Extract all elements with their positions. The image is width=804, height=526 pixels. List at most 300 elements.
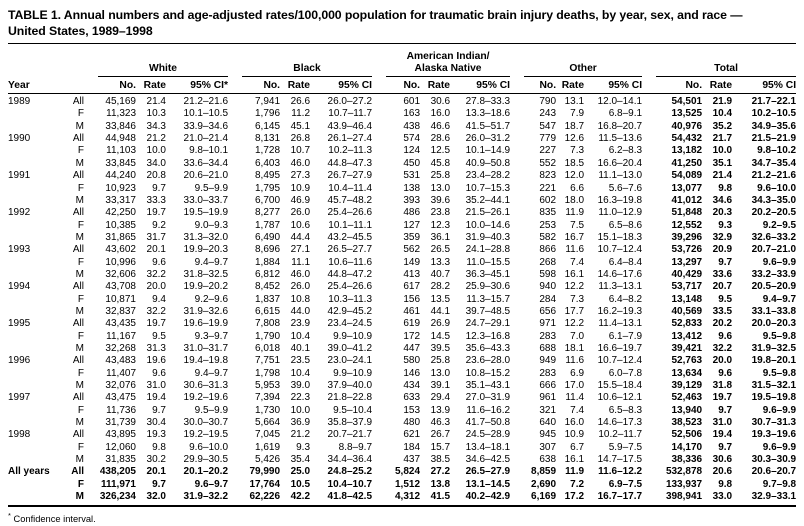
value-cell: 779 xyxy=(539,133,557,145)
value-cell: 39.6 xyxy=(430,194,451,206)
value-cell: 9.6–9.9 xyxy=(762,404,797,416)
value-cell: 11,407 xyxy=(106,367,136,379)
value-cell: 1,787 xyxy=(255,219,281,231)
table-row xyxy=(8,429,796,441)
value-cell: 19.9–20.3 xyxy=(183,244,229,256)
value-cell: 12.3–16.8 xyxy=(465,330,511,342)
value-cell: 33,845 xyxy=(105,157,136,169)
value-cell: 10,871 xyxy=(105,293,136,305)
year-cell xyxy=(8,405,58,417)
value-cell: 45.1 xyxy=(290,120,311,132)
value-cell: 307 xyxy=(539,441,557,453)
value-cell: 13.4–18.1 xyxy=(465,441,511,453)
value-cell: 9.5–10.4 xyxy=(333,404,373,416)
year-cell: 1995 xyxy=(8,318,31,330)
value-cell: 243 xyxy=(539,108,557,120)
value-cell: 20.6–21.0 xyxy=(183,170,229,182)
sex-cell: M xyxy=(75,342,84,354)
value-cell: 12.2 xyxy=(564,281,585,293)
value-cell: 8,131 xyxy=(255,133,281,145)
value-cell: 7.4 xyxy=(570,256,585,268)
value-cell: 34.0 xyxy=(146,157,166,169)
value-cell: 7.2 xyxy=(570,478,585,490)
value-cell: 15.1–18.3 xyxy=(597,231,643,243)
value-cell: 21.2–21.6 xyxy=(183,96,229,108)
year-cell: All years xyxy=(8,466,50,478)
value-cell: 19.4 xyxy=(712,429,733,441)
value-cell: 27.8–33.3 xyxy=(465,96,511,108)
year-cell: 1994 xyxy=(8,281,31,293)
value-cell: 7,751 xyxy=(255,355,281,367)
value-cell: 1,619 xyxy=(255,441,281,453)
table-row xyxy=(8,491,796,503)
value-cell: 54,501 xyxy=(671,96,703,108)
sex-cell: All xyxy=(72,281,84,293)
col-header-white-no: No. xyxy=(84,77,136,94)
footnote xyxy=(8,511,796,524)
value-cell: 39.0 xyxy=(290,380,311,391)
value-cell: 9.3 xyxy=(296,441,311,453)
value-cell: 31.9–32.6 xyxy=(183,305,229,317)
table-row xyxy=(8,417,796,429)
year-cell xyxy=(8,417,58,429)
value-cell: 835 xyxy=(539,207,557,219)
value-cell: 10.3–11.3 xyxy=(328,293,373,305)
sex-cell: M xyxy=(75,268,84,280)
value-cell: 688 xyxy=(539,342,557,354)
value-cell: 31.5–32.1 xyxy=(751,380,797,391)
value-cell: 9.6 xyxy=(718,330,733,342)
col-header-other-rate: Rate xyxy=(556,77,584,94)
value-cell: 34.6 xyxy=(712,194,733,206)
value-cell: 15.7 xyxy=(430,441,451,453)
value-cell: 393 xyxy=(403,194,421,206)
value-cell: 27.0–31.9 xyxy=(465,392,511,404)
value-cell: 34.9–35.6 xyxy=(751,120,797,132)
value-cell: 12.5 xyxy=(430,145,451,157)
value-cell: 14.6–17.6 xyxy=(597,268,643,280)
value-cell: 13.0 xyxy=(430,182,451,194)
table-row xyxy=(8,244,796,256)
table-row xyxy=(8,269,796,281)
value-cell: 11.4 xyxy=(565,392,585,404)
value-cell: 153 xyxy=(403,404,421,416)
value-cell: 20.0 xyxy=(712,355,733,367)
value-cell: 9.6 xyxy=(718,367,733,379)
sex-cell: F xyxy=(77,108,84,120)
value-cell: 221 xyxy=(539,182,557,194)
value-cell: 53,717 xyxy=(671,281,703,293)
value-cell: 16.1 xyxy=(564,454,585,466)
value-cell: 9.6–9.7 xyxy=(194,478,229,490)
sex-cell: F xyxy=(77,441,84,453)
value-cell: 31.3–32.0 xyxy=(183,231,229,243)
value-cell: 14.7–17.5 xyxy=(597,454,643,466)
value-cell: 5,426 xyxy=(255,454,281,466)
value-cell: 13,634 xyxy=(671,367,703,379)
value-cell: 6.4–8.2 xyxy=(608,293,643,305)
value-cell: 36.3–45.1 xyxy=(465,268,511,280)
value-cell: 33.5 xyxy=(712,305,733,317)
year-cell: 1996 xyxy=(8,355,31,367)
value-cell: 6.5–8.6 xyxy=(608,219,643,231)
value-cell: 10.6 xyxy=(290,219,311,231)
value-cell: 45.7–48.2 xyxy=(327,194,373,206)
sex-cell: All xyxy=(72,170,84,182)
value-cell: 31.0–31.7 xyxy=(183,342,229,354)
value-cell: 23.4–24.5 xyxy=(327,318,373,330)
value-cell: 434 xyxy=(403,380,421,391)
value-cell: 16.7–17.7 xyxy=(597,491,643,503)
value-cell: 5,953 xyxy=(255,380,281,391)
value-cell: 10.4 xyxy=(712,108,733,120)
value-cell: 32.6–33.2 xyxy=(751,231,797,243)
table-row xyxy=(8,220,796,232)
value-cell: 7.9 xyxy=(570,108,585,120)
value-cell: 156 xyxy=(403,293,421,305)
table-title-line1: TABLE 1. Annual numbers and age-adjusted rates/100,000 population for traumatic brain injury deaths, by year, sex, and race — xyxy=(8,8,743,22)
value-cell: 13,940 xyxy=(671,404,703,416)
value-cell: 19.7 xyxy=(712,392,733,404)
value-cell: 19.3 xyxy=(146,429,166,441)
value-cell: 21.4 xyxy=(146,96,166,108)
value-cell: 40.9–50.8 xyxy=(465,157,511,169)
value-cell: 31.8 xyxy=(712,380,733,391)
col-header-other-ci: 95% CI xyxy=(584,77,642,94)
value-cell: 51,848 xyxy=(671,207,703,219)
value-cell: 398,941 xyxy=(665,491,703,503)
value-cell: 21.2 xyxy=(146,133,166,145)
value-cell: 18.7 xyxy=(564,120,585,132)
value-cell: 6.4–8.4 xyxy=(608,256,643,268)
value-cell: 602 xyxy=(539,194,557,206)
value-cell: 9.4–9.7 xyxy=(194,367,229,379)
value-cell: 11.6–16.2 xyxy=(466,404,511,416)
sex-cell: M xyxy=(75,305,84,317)
value-cell: 28.6 xyxy=(430,133,451,145)
value-cell: 26.8 xyxy=(290,133,311,145)
value-cell: 34.7–35.4 xyxy=(751,157,797,169)
value-cell: 31.3 xyxy=(146,342,166,354)
value-cell: 31.9–40.3 xyxy=(465,231,511,243)
value-cell: 39.0–41.2 xyxy=(327,342,373,354)
value-cell: 9.8 xyxy=(718,478,733,490)
value-cell: 32.0 xyxy=(146,491,166,503)
value-cell: 9.3 xyxy=(718,219,733,231)
value-cell: 10.0–14.6 xyxy=(465,219,511,231)
value-cell: 268 xyxy=(539,256,557,268)
value-cell: 42.2 xyxy=(290,491,311,503)
value-cell: 43.9–46.4 xyxy=(327,120,373,132)
value-cell: 32.2 xyxy=(146,305,166,317)
value-cell: 35.4 xyxy=(290,454,311,466)
value-cell: 480 xyxy=(403,417,421,429)
value-cell: 5,664 xyxy=(255,417,281,429)
value-cell: 1,728 xyxy=(255,145,281,157)
value-cell: 34.3 xyxy=(146,120,166,132)
value-cell: 9.5 xyxy=(718,293,733,305)
sex-cell: F xyxy=(77,145,84,157)
value-cell: 26.9 xyxy=(430,318,451,330)
value-cell: 13.5 xyxy=(430,293,451,305)
value-cell: 11.2 xyxy=(291,108,311,120)
value-cell: 13.1 xyxy=(564,96,585,108)
value-cell: 1,730 xyxy=(255,404,281,416)
value-cell: 31.0 xyxy=(712,417,733,429)
table-row xyxy=(8,331,796,343)
value-cell: 30.6–31.3 xyxy=(183,380,229,391)
value-cell: 6,700 xyxy=(255,194,281,206)
value-cell: 9.8 xyxy=(152,441,166,453)
value-cell: 18.5 xyxy=(564,157,585,169)
sex-cell: All xyxy=(72,207,84,219)
value-cell: 30.7–31.3 xyxy=(751,417,797,429)
value-cell: 172 xyxy=(403,330,421,342)
table-row xyxy=(8,281,796,293)
value-cell: 10.2–10.5 xyxy=(751,108,797,120)
value-cell: 6.5–8.3 xyxy=(608,404,643,416)
col-header-total-rate: Rate xyxy=(702,77,732,94)
value-cell: 10.4–11.4 xyxy=(328,182,373,194)
table-row xyxy=(8,368,796,380)
year-cell xyxy=(8,454,58,466)
sex-cell: F xyxy=(77,293,84,305)
value-cell: 1,790 xyxy=(255,330,281,342)
value-cell: 10.4–10.7 xyxy=(327,478,373,490)
value-cell: 17.0 xyxy=(564,380,585,391)
value-cell: 11.3–13.1 xyxy=(598,281,643,293)
value-cell: 20.6–20.7 xyxy=(751,466,797,478)
value-cell: 43,708 xyxy=(105,281,136,293)
value-cell: 7.5 xyxy=(570,219,585,231)
value-cell: 16.1 xyxy=(564,268,585,280)
value-cell: 11.5–13.6 xyxy=(598,133,643,145)
sex-cell: All xyxy=(71,466,84,478)
group-label-other: Other xyxy=(524,63,642,77)
table-row xyxy=(8,294,796,306)
sex-cell: M xyxy=(75,417,84,429)
value-cell: 552 xyxy=(539,157,557,169)
sex-cell: All xyxy=(72,355,84,367)
value-cell: 40.1 xyxy=(290,342,311,354)
value-cell: 21.8–22.8 xyxy=(327,392,373,404)
value-cell: 284 xyxy=(539,293,557,305)
value-cell: 640 xyxy=(539,417,557,429)
value-cell: 8,452 xyxy=(255,281,281,293)
value-cell: 9.7 xyxy=(718,256,733,268)
value-cell: 43,435 xyxy=(105,318,136,330)
value-cell: 31.9–32.5 xyxy=(751,342,797,354)
value-cell: 437 xyxy=(403,454,421,466)
value-cell: 44.0 xyxy=(290,305,311,317)
value-cell: 11.9 xyxy=(565,466,585,478)
value-cell: 447 xyxy=(403,342,421,354)
value-cell: 11.0–15.5 xyxy=(466,256,511,268)
value-cell: 227 xyxy=(539,145,557,157)
value-cell: 19.4 xyxy=(146,392,166,404)
value-cell: 13.1–14.5 xyxy=(465,478,511,490)
year-cell xyxy=(8,269,58,281)
value-cell: 46.0 xyxy=(290,157,311,169)
value-cell: 413 xyxy=(403,268,421,280)
value-cell: 9.5–9.8 xyxy=(762,367,797,379)
sex-cell: All xyxy=(72,392,84,404)
sex-cell: F xyxy=(77,367,84,379)
table-title-line2: United States, 1989–1998 xyxy=(8,24,153,39)
value-cell: 31,739 xyxy=(105,417,136,429)
value-cell: 10.0 xyxy=(290,404,311,416)
value-cell: 41.5–51.7 xyxy=(465,120,511,132)
value-cell: 44.8–47.2 xyxy=(327,268,373,280)
value-cell: 321 xyxy=(539,404,557,416)
value-cell: 619 xyxy=(403,318,421,330)
value-cell: 8,859 xyxy=(531,466,557,478)
value-cell: 27.3 xyxy=(290,170,311,182)
year-cell xyxy=(8,158,58,170)
value-cell: 35.2 xyxy=(712,120,733,132)
value-cell: 39,296 xyxy=(671,231,703,243)
sex-cell: F xyxy=(77,404,84,416)
sex-cell: M xyxy=(75,231,84,243)
value-cell: 53,726 xyxy=(671,244,703,256)
value-cell: 20.2 xyxy=(712,318,733,330)
value-cell: 617 xyxy=(403,281,421,293)
value-cell: 32,606 xyxy=(105,268,136,280)
value-cell: 44,948 xyxy=(105,133,136,145)
value-cell: 25.8 xyxy=(430,170,451,182)
value-cell: 10.5 xyxy=(290,478,311,490)
value-cell: 38.5 xyxy=(430,454,451,466)
value-cell: 32,076 xyxy=(105,380,136,391)
value-cell: 39.1 xyxy=(430,380,451,391)
table-row xyxy=(8,306,796,318)
value-cell: 598 xyxy=(539,268,557,280)
value-cell: 7.3 xyxy=(570,145,585,157)
year-cell: 1990 xyxy=(8,133,31,145)
value-cell: 6.9 xyxy=(570,367,585,379)
col-header-total-no: No. xyxy=(642,77,702,94)
value-cell: 10,385 xyxy=(105,219,136,231)
value-cell: 33.6 xyxy=(712,268,733,280)
value-cell: 21.2–21.6 xyxy=(751,170,797,182)
value-cell: 28.2 xyxy=(430,281,451,293)
value-cell: 27.1 xyxy=(290,244,311,256)
value-cell: 26.6 xyxy=(290,96,311,108)
value-cell: 37.9–40.0 xyxy=(327,380,373,391)
value-cell: 1,512 xyxy=(395,478,421,490)
value-cell: 11.0–12.9 xyxy=(598,207,643,219)
value-cell: 6,615 xyxy=(255,305,281,317)
value-cell: 1,795 xyxy=(255,182,281,194)
value-cell: 11,167 xyxy=(106,330,136,342)
value-cell: 12.2 xyxy=(564,318,585,330)
sex-cell: All xyxy=(72,96,84,108)
value-cell: 9.7 xyxy=(152,404,166,416)
value-cell: 11.3–15.7 xyxy=(466,293,511,305)
group-label-white: White xyxy=(98,63,228,77)
value-cell: 20.7–21.7 xyxy=(327,429,373,441)
value-cell: 9.4 xyxy=(152,293,166,305)
value-cell: 10.7 xyxy=(290,145,311,157)
sex-cell: All xyxy=(72,133,84,145)
value-cell: 79,990 xyxy=(249,466,281,478)
value-cell: 9.8–10.2 xyxy=(757,145,797,157)
value-cell: 12.6 xyxy=(564,133,585,145)
value-cell: 19.3–19.6 xyxy=(751,429,797,441)
value-cell: 20.2–20.5 xyxy=(751,207,797,219)
year-cell xyxy=(8,195,58,207)
value-cell: 42,250 xyxy=(105,207,136,219)
value-cell: 26.5 xyxy=(430,244,451,256)
group-label-aian xyxy=(386,51,510,77)
value-cell: 146 xyxy=(403,367,421,379)
value-cell: 44.1 xyxy=(430,305,451,317)
value-cell: 14.5 xyxy=(430,330,451,342)
value-cell: 10.6–11.6 xyxy=(328,256,373,268)
value-cell: 10.1–10.5 xyxy=(183,108,229,120)
value-cell: 9.8–10.1 xyxy=(189,145,229,157)
year-cell xyxy=(8,145,58,157)
value-cell: 12.0–14.1 xyxy=(597,96,643,108)
value-cell: 10.7–12.4 xyxy=(597,355,643,367)
value-cell: 29.9–30.5 xyxy=(183,454,229,466)
value-cell: 40.7 xyxy=(430,268,451,280)
value-cell: 19.4–19.8 xyxy=(183,355,229,367)
value-cell: 40,976 xyxy=(671,120,703,132)
value-cell: 33.3 xyxy=(146,194,166,206)
value-cell: 666 xyxy=(539,380,557,391)
value-cell: 8.8–9.7 xyxy=(338,441,373,453)
value-cell: 184 xyxy=(403,441,421,453)
value-cell: 25.0 xyxy=(290,466,311,478)
table-row xyxy=(8,466,796,478)
value-cell: 13.3–18.6 xyxy=(465,108,511,120)
year-cell xyxy=(8,232,58,244)
table-row xyxy=(8,108,796,120)
value-cell: 14,170 xyxy=(671,441,703,453)
value-cell: 531 xyxy=(403,170,421,182)
value-cell: 10,923 xyxy=(105,182,136,194)
value-cell: 52,463 xyxy=(671,392,703,404)
table-row xyxy=(8,318,796,330)
sex-cell: M xyxy=(75,194,84,206)
value-cell: 1,884 xyxy=(255,256,281,268)
value-cell: 7,808 xyxy=(255,318,281,330)
year-cell xyxy=(8,331,58,343)
value-cell: 43,602 xyxy=(105,244,136,256)
value-cell: 33.0 xyxy=(712,491,733,503)
value-cell: 10.9 xyxy=(564,429,585,441)
value-cell: 39,129 xyxy=(671,380,703,391)
value-cell: 16.8–20.7 xyxy=(597,120,643,132)
value-cell: 40,569 xyxy=(671,305,703,317)
table-row xyxy=(8,479,796,491)
value-cell: 7,045 xyxy=(255,429,281,441)
value-cell: 111,971 xyxy=(100,478,136,490)
column-header-row xyxy=(8,77,796,94)
value-cell: 40,429 xyxy=(671,268,703,280)
value-cell: 35.1 xyxy=(712,157,733,169)
value-cell: 11.1–13.0 xyxy=(598,170,643,182)
value-cell: 52,763 xyxy=(671,355,703,367)
sex-cell: F xyxy=(77,219,84,231)
value-cell: 5.9–7.5 xyxy=(608,441,643,453)
value-cell: 10.2–11.7 xyxy=(598,429,643,441)
value-cell: 25.8 xyxy=(430,355,451,367)
year-cell xyxy=(8,343,58,355)
year-cell xyxy=(8,108,58,120)
value-cell: 9.2–9.6 xyxy=(194,293,229,305)
